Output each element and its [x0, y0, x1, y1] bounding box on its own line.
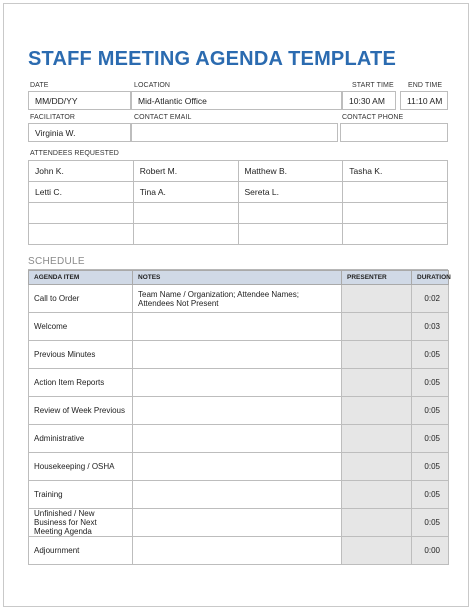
end-time-field[interactable]: 11:10 AM [400, 91, 448, 110]
notes-cell[interactable] [133, 425, 342, 453]
table-row [29, 341, 449, 369]
duration-cell[interactable]: 0:05 [412, 481, 449, 509]
date-label: DATE [30, 82, 49, 89]
attendee-cell[interactable]: John K. [29, 161, 134, 182]
table-row [29, 481, 449, 509]
contact-phone-field[interactable] [340, 123, 448, 142]
duration-cell[interactable]: 0:05 [412, 509, 449, 537]
attendee-cell[interactable] [29, 224, 134, 245]
notes-cell[interactable] [133, 537, 342, 565]
notes-cell[interactable] [133, 509, 342, 537]
presenter-cell[interactable] [342, 397, 412, 425]
presenter-cell[interactable] [342, 341, 412, 369]
agenda-item-cell[interactable]: Action Item Reports [29, 369, 133, 397]
duration-cell[interactable]: 0:05 [412, 425, 449, 453]
table-row [29, 285, 449, 313]
col-header-presenter: PRESENTER [342, 271, 412, 285]
table-row [29, 537, 449, 565]
duration-cell[interactable]: 0:03 [412, 313, 449, 341]
notes-cell[interactable] [133, 397, 342, 425]
contact-phone-label: CONTACT PHONE [342, 114, 404, 121]
table-row [29, 509, 449, 537]
table-row [29, 369, 449, 397]
attendee-cell[interactable]: Sereta L. [238, 182, 343, 203]
attendee-cell[interactable]: Letti C. [29, 182, 134, 203]
date-field[interactable]: MM/DD/YY [28, 91, 131, 110]
col-header-agenda-item: AGENDA ITEM [29, 271, 133, 285]
agenda-item-cell[interactable]: Administrative [29, 425, 133, 453]
notes-cell[interactable] [133, 369, 342, 397]
duration-cell[interactable]: 0:05 [412, 369, 449, 397]
notes-cell[interactable] [133, 313, 342, 341]
start-time-field[interactable]: 10:30 AM [342, 91, 396, 110]
schedule-table [28, 270, 449, 565]
duration-cell[interactable]: 0:05 [412, 453, 449, 481]
agenda-item-cell[interactable]: Unfinished / New Business for Next Meeting Agenda [29, 509, 133, 537]
presenter-cell[interactable] [342, 537, 412, 565]
agenda-item-cell[interactable]: Welcome [29, 313, 133, 341]
attendee-cell[interactable]: Tasha K. [343, 161, 448, 182]
agenda-item-cell[interactable]: Adjournment [29, 537, 133, 565]
presenter-cell[interactable] [342, 509, 412, 537]
duration-cell[interactable]: 0:02 [412, 285, 449, 313]
location-field[interactable]: Mid-Atlantic Office [131, 91, 342, 110]
attendee-cell[interactable] [133, 203, 238, 224]
facilitator-label: FACILITATOR [30, 114, 76, 121]
presenter-cell[interactable] [342, 313, 412, 341]
end-time-label: END TIME [408, 82, 443, 89]
agenda-item-cell[interactable]: Training [29, 481, 133, 509]
agenda-item-cell[interactable]: Housekeeping / OSHA [29, 453, 133, 481]
attendee-cell[interactable] [343, 203, 448, 224]
presenter-cell[interactable] [342, 453, 412, 481]
agenda-item-cell[interactable]: Call to Order [29, 285, 133, 313]
presenter-cell[interactable] [342, 285, 412, 313]
location-label: LOCATION [134, 82, 171, 89]
attendee-cell[interactable]: Tina A. [133, 182, 238, 203]
facilitator-field[interactable]: Virginia W. [28, 123, 131, 142]
notes-cell[interactable]: Team Name / Organization; Attendee Names; Attendees Not Present [133, 285, 342, 313]
col-header-duration: DURATION [412, 271, 449, 285]
duration-cell[interactable]: 0:00 [412, 537, 449, 565]
table-row [29, 397, 449, 425]
table-row [29, 453, 449, 481]
notes-cell[interactable] [133, 481, 342, 509]
attendee-cell[interactable] [238, 203, 343, 224]
attendee-cell[interactable] [343, 224, 448, 245]
attendee-cell[interactable] [343, 182, 448, 203]
contact-email-field[interactable] [131, 123, 338, 142]
page-title: STAFF MEETING AGENDA TEMPLATE [28, 48, 397, 70]
schedule-section-title: SCHEDULE [28, 256, 448, 270]
presenter-cell[interactable] [342, 369, 412, 397]
notes-cell[interactable] [133, 341, 342, 369]
attendees-label: ATTENDEES REQUESTED [30, 150, 119, 157]
duration-cell[interactable]: 0:05 [412, 397, 449, 425]
attendee-cell[interactable] [29, 203, 134, 224]
attendee-cell[interactable] [133, 224, 238, 245]
col-header-notes: NOTES [133, 271, 342, 285]
table-row [29, 425, 449, 453]
presenter-cell[interactable] [342, 425, 412, 453]
attendees-grid [28, 160, 448, 245]
attendee-cell[interactable]: Robert M. [133, 161, 238, 182]
attendee-cell[interactable] [238, 224, 343, 245]
agenda-item-cell[interactable]: Previous Minutes [29, 341, 133, 369]
presenter-cell[interactable] [342, 481, 412, 509]
table-row [29, 313, 449, 341]
start-time-label: START TIME [352, 82, 394, 89]
attendee-cell[interactable]: Matthew B. [238, 161, 343, 182]
notes-cell[interactable] [133, 453, 342, 481]
duration-cell[interactable]: 0:05 [412, 341, 449, 369]
agenda-item-cell[interactable]: Review of Week Previous [29, 397, 133, 425]
contact-email-label: CONTACT EMAIL [134, 114, 192, 121]
